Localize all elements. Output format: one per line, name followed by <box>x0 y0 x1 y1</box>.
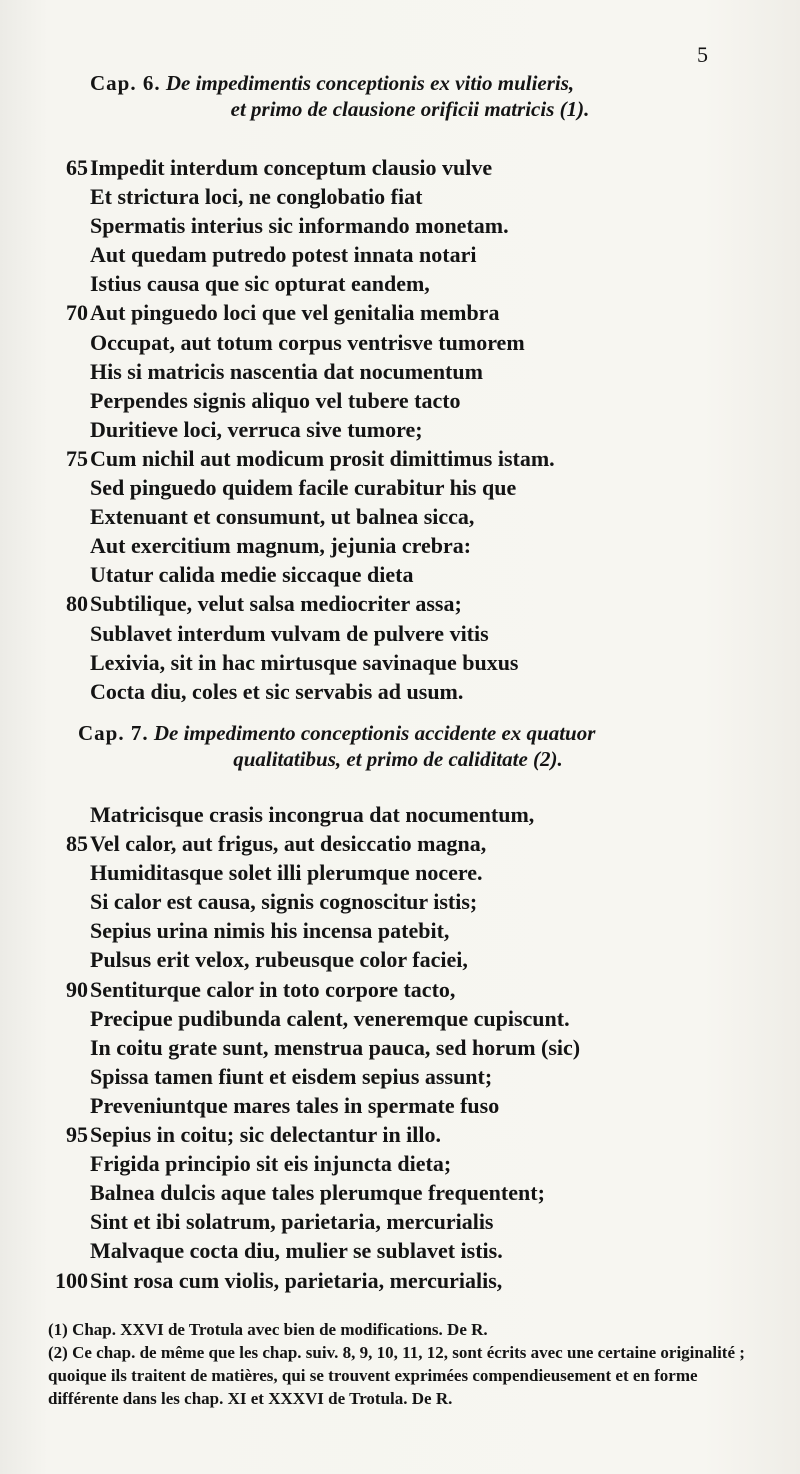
chapter-7-title-line1: De impedimento conceptionis accidente ex quatuor <box>153 721 596 745</box>
verse-text: Balnea dulcis aque tales plerumque frequentent; <box>90 1180 545 1206</box>
verse-text: Extenuant et consumunt, ut balnea sicca, <box>90 504 475 530</box>
footnote-text: Chap. XXVI de Trotula avec bien de modifications. De R. <box>72 1320 488 1339</box>
verse-line <box>40 1149 740 1178</box>
verse-text: Cum nichil aut modicum prosit dimittimus istam. <box>90 445 555 471</box>
verse-line <box>40 182 740 211</box>
verse-text: Perpendes signis aliquo vel tubere tacto <box>90 387 461 413</box>
verse-text: Sed pinguedo quidem facile curabitur his que <box>90 475 517 501</box>
verse-line <box>40 211 740 240</box>
verse-line <box>40 357 740 386</box>
verse-number: 65 <box>66 155 88 180</box>
footnotes <box>48 1318 758 1410</box>
verse-text: Pulsus erit velox, rubeusque color faciei, <box>90 947 468 973</box>
verse-line <box>40 829 740 858</box>
footnote-mark: (1) <box>48 1320 68 1339</box>
verse-line <box>40 502 740 531</box>
chapter-7-title-line2: qualitatibus, et primo de caliditate (2). <box>233 747 563 771</box>
verse-line <box>40 269 740 298</box>
chapter-7-heading <box>78 720 718 772</box>
verse-line <box>40 1091 740 1120</box>
verse-line <box>40 298 740 327</box>
verse-text: Aut quedam putredo potest innata notari <box>90 242 477 268</box>
verse-line <box>40 386 740 415</box>
verse-number: 75 <box>66 445 88 471</box>
verse-text: Sint rosa cum violis, parietaria, mercurialis, <box>90 1267 503 1293</box>
verse-number: 70 <box>66 300 88 326</box>
verse-line <box>40 800 740 829</box>
verse-text: In coitu grate sunt, menstrua pauca, sed horum (sic) <box>90 1034 581 1060</box>
chapter-7-verses <box>40 800 740 1295</box>
verse-text: Et strictura loci, ne conglobatio fiat <box>90 184 423 210</box>
verse-line <box>40 153 740 182</box>
verse-line <box>40 1033 740 1062</box>
verse-text: Impedit interdum conceptum clausio vulve <box>90 155 493 180</box>
page-number: 5 <box>697 42 708 67</box>
verse-text: Sepius in coitu; sic delectantur in illo. <box>90 1122 442 1148</box>
verse-line <box>40 1236 740 1265</box>
verse-line <box>40 240 740 269</box>
verse-line <box>40 473 740 502</box>
chapter-7-label: Cap. 7. <box>78 721 149 745</box>
chapter-6-title-line2: et primo de clausione orificii matricis (1). <box>230 97 590 121</box>
verse-line <box>40 648 740 677</box>
verse-line <box>40 328 740 357</box>
verse-line <box>40 444 740 473</box>
verse-number: 85 <box>66 831 88 857</box>
verse-text: Precipue pudibunda calent, veneremque cupiscunt. <box>90 1005 570 1031</box>
verse-text: Cocta diu, coles et sic servabis ad usum. <box>90 678 464 704</box>
verse-number: 100 <box>55 1267 88 1293</box>
footnote <box>48 1341 758 1410</box>
footnote <box>48 1318 758 1341</box>
verse-text: Sint et ibi solatrum, parietaria, mercurialis <box>90 1209 494 1235</box>
verse-text: Duritieve loci, verruca sive tumore; <box>90 416 423 442</box>
verse-text: Spermatis interius sic informando monetam. <box>90 213 509 239</box>
verse-text: Humiditasque solet illi plerumque nocere. <box>90 860 483 886</box>
verse-text: Istius causa que sic opturat eandem, <box>90 271 430 297</box>
verse-text: Spissa tamen fiunt et eisdem sepius assunt; <box>90 1063 493 1089</box>
chapter-6-title-line1: De impedimentis conceptionis ex vitio mulieris, <box>165 71 575 95</box>
chapter-6-heading <box>90 70 730 122</box>
verse-text: His si matricis nascentia dat nocumentum <box>90 358 483 384</box>
verse-text: Sentiturque calor in toto corpore tacto, <box>90 976 456 1002</box>
verse-line <box>40 858 740 887</box>
verse-text: Sublavet interdum vulvam de pulvere vitis <box>90 620 489 646</box>
verse-line <box>40 975 740 1004</box>
verse-line <box>40 945 740 974</box>
verse-line <box>40 531 740 560</box>
verse-line <box>40 1266 740 1295</box>
verse-text: Matricisque crasis incongrua dat nocumentum, <box>90 802 535 827</box>
verse-text: Malvaque cocta diu, mulier se sublavet istis. <box>90 1238 503 1264</box>
verse-text: Subtilique, velut salsa mediocriter assa; <box>90 591 462 617</box>
verse-text: Lexivia, sit in hac mirtusque savinaque buxus <box>90 649 519 675</box>
verse-line <box>40 589 740 618</box>
verse-number: 95 <box>66 1122 88 1148</box>
verse-line <box>40 1120 740 1149</box>
verse-text: Occupat, aut totum corpus ventrisve tumorem <box>90 329 525 355</box>
verse-text: Frigida principio sit eis injuncta dieta; <box>90 1151 452 1177</box>
verse-line <box>40 677 740 706</box>
chapter-6-verses <box>40 153 740 706</box>
verse-text: Sepius urina nimis his incensa patebit, <box>90 918 450 944</box>
verse-line <box>40 619 740 648</box>
verse-line <box>40 1178 740 1207</box>
verse-line <box>40 1004 740 1033</box>
verse-line <box>40 916 740 945</box>
verse-text: Aut pinguedo loci que vel genitalia membra <box>90 300 500 326</box>
verse-text: Utatur calida medie siccaque dieta <box>90 562 414 588</box>
verse-text: Vel calor, aut frigus, aut desiccatio magna, <box>90 831 487 857</box>
chapter-6-label: Cap. 6. <box>90 71 161 95</box>
footnote-text: Ce chap. de même que les chap. suiv. 8, 9, 10, 11, 12, sont écrits avec une certaine originalité ; quoique ils traitent de matières, qui se trouvent exprimées compendieusement et en forme différente dans les chap. XI et XXXVI de Trotula. De R. <box>48 1343 745 1408</box>
footnote-mark: (2) <box>48 1343 68 1362</box>
verse-line <box>40 1207 740 1236</box>
verse-text: Si calor est causa, signis cognoscitur istis; <box>90 889 478 915</box>
verse-line <box>40 1062 740 1091</box>
verse-line <box>40 887 740 916</box>
verse-text: Aut exercitium magnum, jejunia crebra: <box>90 533 472 559</box>
verse-number: 80 <box>66 591 88 617</box>
verse-number: 90 <box>66 976 88 1002</box>
verse-line <box>40 415 740 444</box>
verse-line <box>40 560 740 589</box>
verse-text: Preveniuntque mares tales in spermate fuso <box>90 1092 500 1118</box>
